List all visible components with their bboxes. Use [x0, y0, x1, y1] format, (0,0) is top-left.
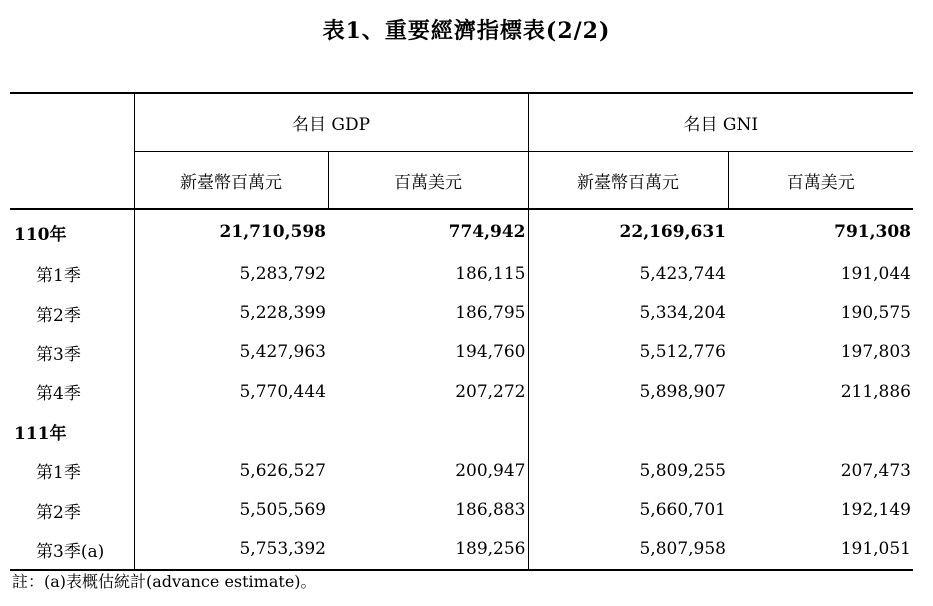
economic-indicators-table [10, 92, 913, 571]
header-nominal-gdp: 名目 GDP [134, 93, 528, 152]
row-label: 110年 [14, 224, 67, 245]
table-row [10, 333, 913, 372]
gdp-usd-value: 189,256 [328, 530, 528, 570]
gni-usd-value: 191,051 [728, 530, 913, 570]
gdp-ntd-value: 5,505,569 [134, 490, 328, 529]
gni-usd-value: 191,044 [840, 263, 912, 284]
row-label: 111年 [14, 423, 67, 444]
gni-usd-value: 211,886 [840, 381, 912, 402]
header-nominal-gni: 名目 GNI [528, 93, 913, 152]
gni-ntd-value: 5,898,907 [528, 372, 728, 411]
table-row [10, 490, 913, 529]
gdp-ntd-value: 5,427,963 [134, 333, 328, 372]
row-label: 第2季 [36, 502, 81, 523]
header-gni-ntd: 新臺幣百萬元 [528, 152, 728, 210]
header-row-groups [10, 93, 913, 152]
gdp-usd-value: 186,115 [455, 263, 526, 284]
table-row [10, 530, 913, 570]
gdp-usd-value: 200,947 [455, 460, 526, 481]
header-row-units [10, 152, 913, 210]
header-gni-usd: 百萬美元 [728, 152, 913, 210]
row-label: 第3季 [36, 344, 81, 365]
gni-ntd-value: 5,807,958 [528, 530, 728, 570]
gdp-usd-value: 207,272 [455, 381, 526, 402]
gni-usd-value: 207,473 [840, 460, 912, 481]
gni-ntd-value [528, 412, 728, 451]
gdp-ntd-value: 5,283,792 [134, 254, 328, 293]
stub-header [10, 93, 134, 209]
gdp-ntd-value: 5,770,444 [134, 372, 328, 411]
gdp-ntd-value: 5,228,399 [134, 293, 328, 332]
gni-ntd-value: 22,169,631 [528, 209, 728, 254]
gdp-ntd-value: 5,626,527 [134, 451, 328, 490]
gni-ntd-value: 5,512,776 [528, 333, 728, 372]
gni-usd-value: 791,308 [834, 222, 912, 242]
gni-ntd-value: 5,660,701 [528, 490, 728, 529]
table-row [10, 372, 913, 411]
gni-usd-value [728, 412, 913, 451]
row-label: 第2季 [36, 305, 81, 326]
header-gdp-usd: 百萬美元 [328, 152, 528, 210]
table-row [10, 412, 913, 451]
gni-usd-value: 192,149 [840, 500, 912, 521]
gdp-usd-value: 186,795 [455, 303, 526, 324]
gdp-ntd-value [134, 412, 328, 451]
gni-usd-value: 197,803 [840, 342, 912, 363]
table-row [10, 254, 913, 293]
table-row [10, 209, 913, 254]
gdp-usd-value: 774,942 [448, 222, 526, 242]
row-label: 第1季 [36, 266, 81, 287]
gni-ntd-value: 5,334,204 [528, 293, 728, 332]
gdp-usd-value: 186,883 [455, 500, 526, 521]
gni-usd-value: 190,575 [840, 303, 912, 324]
gdp-usd-value: 194,760 [455, 342, 526, 363]
header-gdp-ntd: 新臺幣百萬元 [134, 152, 328, 210]
gni-ntd-value: 5,809,255 [528, 451, 728, 490]
row-label: 第1季 [36, 463, 81, 484]
table-row [10, 293, 913, 332]
row-label: 第4季 [36, 384, 81, 405]
gdp-ntd-value: 5,753,392 [134, 530, 328, 570]
footnote: 註：(a)表概估統計(advance estimate)。 [12, 572, 317, 591]
table-title: 表1、重要經濟指標表(2/2) [322, 18, 611, 44]
table-row [10, 451, 913, 490]
gdp-ntd-value: 21,710,598 [134, 209, 328, 254]
gni-ntd-value: 5,423,744 [528, 254, 728, 293]
gdp-usd-value [328, 412, 528, 451]
row-label: 第3季(a) [10, 530, 134, 570]
